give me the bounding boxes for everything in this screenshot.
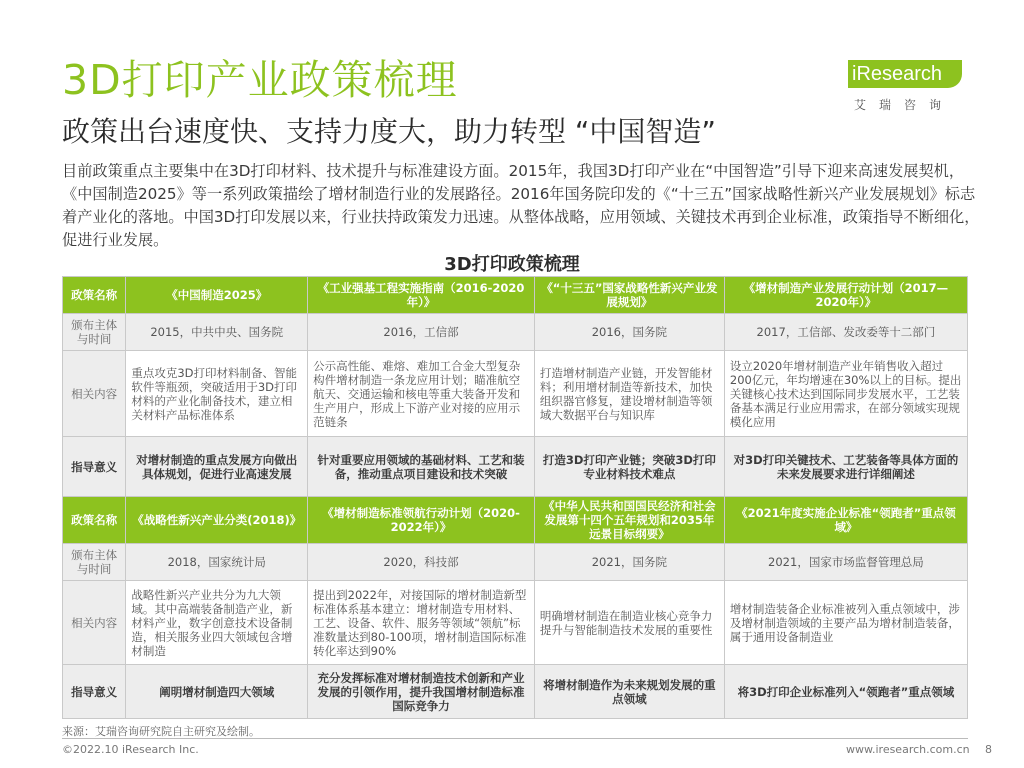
policy-issuer: 2016，工信部 [308,314,535,351]
guidance-row [63,437,968,497]
policy-issuer: 2021，国务院 [534,544,724,581]
policy-issuer: 2021，国家市场监督管理总局 [724,544,967,581]
page-subtitle: 政策出台速度快、支持力度大，助力转型 “中国智造” [62,115,716,148]
policy-issuer: 2018，国家统计局 [126,544,308,581]
policy-content: 战略性新兴产业共分为九大领域。其中高端装备制造产业，新材料产业，数字创意技术设备制造，相关服务业四大领域包含增材制造 [126,581,308,665]
policy-name: 《中华人民共和国国民经济和社会发展第十四个五年规划和2035年远景目标纲要》 [534,497,724,544]
policy-guidance: 将3D打印企业标准列入“领跑者”重点领域 [724,665,967,719]
table-title: 3D打印政策梳理 [444,254,580,275]
policy-issuer: 2015，中共中央、国务院 [126,314,308,351]
iresearch-logo [848,60,968,116]
row-label-issuer: 颁布主体与时间 [63,544,126,581]
content-row [63,581,968,665]
source-note: 来源：艾瑞咨询研究院自主研究及绘制。 [62,725,260,738]
policy-guidance: 对增材制造的重点发展方向做出具体规划，促进行业高速发展 [126,437,308,497]
policy-guidance: 打造3D打印产业链；突破3D打印专业材料技术难点 [534,437,724,497]
content-row [63,351,968,437]
guidance-row [63,665,968,719]
policy-name: 《战略性新兴产业分类(2018)》 [126,497,308,544]
policy-name: 《2021年度实施企业标准“领跑者”重点领域》 [724,497,967,544]
logo-cn: 艾瑞咨询 [854,98,955,112]
policy-guidance: 对3D打印关键技术、工艺装备等具体方面的未来发展要求进行详细阐述 [724,437,967,497]
policy-guidance: 将增材制造作为未来规划发展的重点领域 [534,665,724,719]
issuer-row [63,314,968,351]
policy-name-row [63,277,968,314]
row-label-content: 相关内容 [63,351,126,437]
row-label-guidance: 指导意义 [63,665,126,719]
policy-name: 《中国制造2025》 [126,277,308,314]
policy-guidance: 针对重要应用领域的基础材料、工艺和装备，推动重点项目建设和技术突破 [308,437,535,497]
policy-content: 明确增材制造在制造业核心竞争力提升与智能制造技术发展的重要性 [534,581,724,665]
row-label-guidance: 指导意义 [63,437,126,497]
policy-content: 重点攻克3D打印材料制备、智能软件等瓶颈，突破适用于3D打印材料的产业化制备技术，建立相关材料产品标准体系 [126,351,308,437]
policy-name: 《增材制造标准领航行动计划（2020-2022年）》 [308,497,535,544]
policy-content: 打造增材制造产业链，开发智能材料；利用增材制造等新技术，加快组织器官修复，建设增材制造等领域大数据平台与知识库 [534,351,724,437]
policy-content: 提出到2022年，对接国际的增材制造新型标准体系基本建立：增材制造专用材料、工艺、设备、软件、服务等领域“领航”标准数量达到80-100项，增材制造国际标准转化率达到90% [308,581,535,665]
footer-url[interactable]: www.iresearch.com.cn [846,743,970,756]
row-label-name: 政策名称 [63,497,126,544]
row-label-issuer: 颁布主体与时间 [63,314,126,351]
issuer-row [63,544,968,581]
policy-issuer: 2016，国务院 [534,314,724,351]
policy-table [62,276,968,719]
footer-copyright: ©2022.10 iResearch Inc. [62,743,199,756]
policy-guidance: 充分发挥标准对增材制造技术创新和产业发展的引领作用，提升我国增材制造标准国际竞争力 [308,665,535,719]
policy-name: 《增材制造产业发展行动计划（2017—2020年）》 [724,277,967,314]
policy-content: 设立2020年增材制造产业年销售收入超过200亿元，年均增速在30%以上的目标。提出关键核心技术达到国际同步发展水平，工艺装备基本满足行业应用需求，在部分领域实现规模化应用 [724,351,967,437]
row-label-content: 相关内容 [63,581,126,665]
policy-guidance: 阐明增材制造四大领域 [126,665,308,719]
row-label-name: 政策名称 [63,277,126,314]
logo-badge [848,60,962,88]
intro-paragraph: 目前政策重点主要集中在3D打印材料、技术提升与标准建设方面。2015年，我国3D打印产业在“中国智造”引导下迎来高速发展契机，《中国制造2025》等一系列政策描绘了增材制造行业的发展路径。2016年国务院印发的《“十三五”国家战略性新兴产业发展规划》标志着产业化的落地。中国3D打印发展以来，行业扶持政策发力迅速。从整体战略，应用领域、关键技术再到企业标准，政策指导不断细化，促进行业发展。 [62,162,980,249]
policy-content: 公示高性能、难熔、难加工合金大型复杂构件增材制造一条龙应用计划；瞄准航空航天、交通运输和核电等重大装备开发和生产用户，形成上下游产业对接的应用示范链条 [308,351,535,437]
policy-issuer: 2020，科技部 [308,544,535,581]
policy-issuer: 2017，工信部、发改委等十二部门 [724,314,967,351]
page-title: 3D打印产业政策梳理 [62,56,458,104]
footer-divider [62,738,968,739]
policy-content: 增材制造装备企业标准被列入重点领域中，涉及增材制造领域的主要产品为增材制造装备，属于通用设备制造业 [724,581,967,665]
logo-brand: iResearch [852,63,943,85]
policy-name: 《“十三五”国家战略性新兴产业发展规划》 [534,277,724,314]
policy-name: 《工业强基工程实施指南（2016-2020年）》 [308,277,535,314]
policy-name-row [63,497,968,544]
page-number: 8 [985,743,992,756]
